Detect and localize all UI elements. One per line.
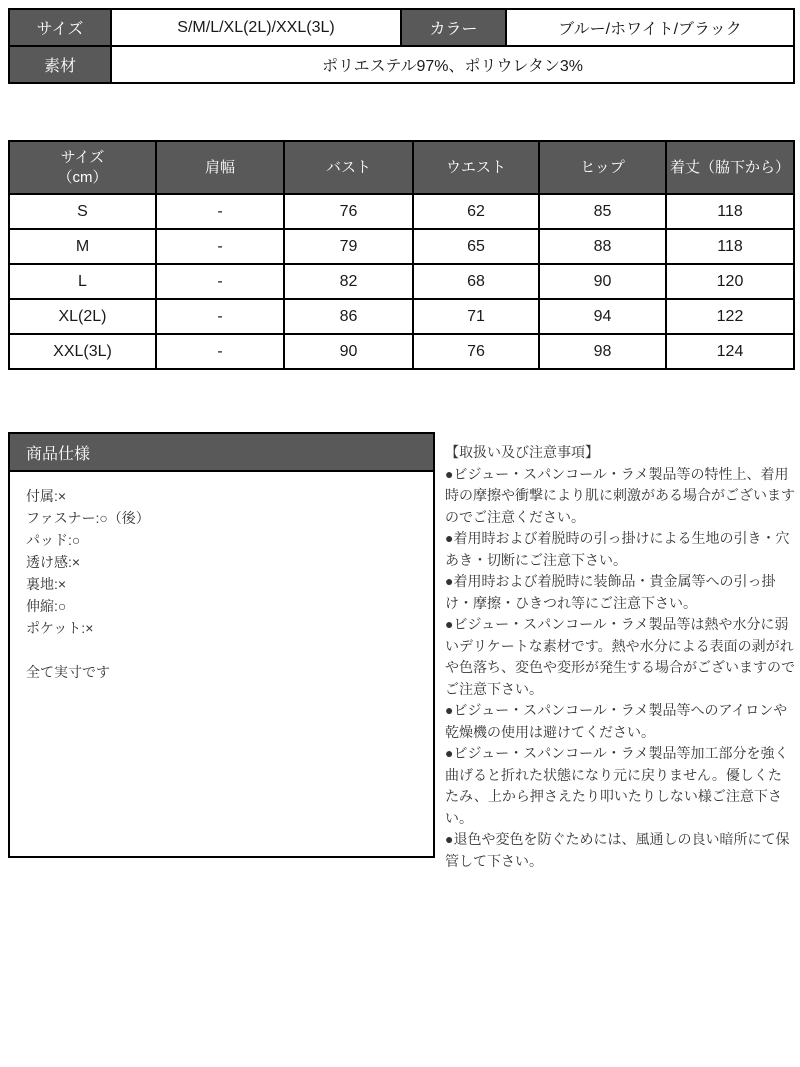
table-row: [9, 9, 794, 46]
length-cell: 124: [666, 334, 794, 369]
product-spec-box: [8, 432, 435, 858]
header-shoulder: 肩幅: [156, 141, 284, 194]
header-size-line2: （cm）: [57, 168, 108, 186]
hip-cell: 94: [539, 299, 666, 334]
material-value-cell: ポリエステル97%、ポリウレタン3%: [111, 46, 794, 83]
waist-cell: 76: [413, 334, 539, 369]
waist-cell: 71: [413, 299, 539, 334]
hip-cell: 85: [539, 194, 666, 229]
size-cell: L: [9, 264, 156, 299]
table-row: [9, 334, 794, 369]
bottom-section: [8, 432, 795, 872]
table-row: [9, 194, 794, 229]
length-cell: 118: [666, 194, 794, 229]
size-value-cell: S/M/L/XL(2L)/XXL(3L): [111, 9, 401, 46]
bust-cell: 90: [284, 334, 413, 369]
handling-note-item: ●ビジュー・スパンコール・ラメ製品等の特性上、着用時の摩擦や衝撃により肌に刺激がある場合がございますのでご注意ください。: [445, 465, 795, 525]
shoulder-cell: -: [156, 299, 284, 334]
hip-cell: 90: [539, 264, 666, 299]
size-cell: XL(2L): [9, 299, 156, 334]
bust-cell: 86: [284, 299, 413, 334]
color-label-cell: カラー: [401, 9, 506, 46]
spec-item: 付属:×: [26, 488, 67, 504]
handling-note-item: ●ビジュー・スパンコール・ラメ製品等へのアイロンや乾燥機の使用は避けてください。: [445, 702, 788, 740]
handling-note-item: ●着用時および着脱時の引っ掛けによる生地の引き・穴あき・切断にご注意下さい。: [445, 530, 790, 568]
waist-cell: 65: [413, 229, 539, 264]
size-cell: XXL(3L): [9, 334, 156, 369]
waist-cell: 62: [413, 194, 539, 229]
spec-item: ポケット:×: [26, 620, 94, 636]
measurements-table: [8, 140, 795, 370]
header-size-cm: [9, 141, 156, 194]
material-label-cell: 素材: [9, 46, 111, 83]
size-cell: S: [9, 194, 156, 229]
table-header-row: [9, 141, 794, 194]
header-size-line1: サイズ: [60, 148, 105, 166]
length-cell: 122: [666, 299, 794, 334]
length-cell: 120: [666, 264, 794, 299]
handling-notes-title: 【取扱い及び注意事項】: [445, 444, 599, 460]
bust-cell: 79: [284, 229, 413, 264]
color-value-cell: ブルー/ホワイト/ブラック: [506, 9, 794, 46]
shoulder-cell: -: [156, 264, 284, 299]
spec-item: 透け感:×: [26, 554, 81, 570]
hip-cell: 98: [539, 334, 666, 369]
length-cell: 118: [666, 229, 794, 264]
header-waist: ウエスト: [413, 141, 539, 194]
header-length: 着丈（脇下から）: [666, 141, 794, 194]
handling-note-item: ●退色や変色を防ぐためには、風通しの良い暗所にて保管して下さい。: [445, 831, 790, 869]
table-row: [9, 264, 794, 299]
header-bust: バスト: [284, 141, 413, 194]
spec-footer-note: 全て実寸です: [26, 664, 110, 680]
handling-notes: [445, 432, 795, 872]
handling-note-item: ●ビジュー・スパンコール・ラメ製品等は熱や水分に弱いデリケートな素材です。熱や水分による表面の剥がれや色落ち、変色や変形が発生する場合がございますのでご注意下さい。: [445, 616, 795, 697]
shoulder-cell: -: [156, 334, 284, 369]
spec-box-title: 商品仕様: [10, 434, 433, 472]
spec-item: パッド:○: [26, 532, 81, 548]
handling-note-item: ●ビジュー・スパンコール・ラメ製品等加工部分を強く曲げると折れた状態になり元に戻りません。優しくたたみ、上から押さえたり叩いたりしない様ご注意下さい。: [445, 745, 789, 826]
spec-item: 裏地:×: [26, 576, 67, 592]
table-row: [9, 299, 794, 334]
hip-cell: 88: [539, 229, 666, 264]
table-row: [9, 229, 794, 264]
shoulder-cell: -: [156, 229, 284, 264]
size-cell: M: [9, 229, 156, 264]
table-row: [9, 46, 794, 83]
spec-item: ファスナー:○（後）: [26, 510, 150, 526]
waist-cell: 68: [413, 264, 539, 299]
bust-cell: 82: [284, 264, 413, 299]
handling-note-item: ●着用時および着脱時に装飾品・貴金属等への引っ掛け・摩擦・ひきつれ等にご注意下さい。: [445, 573, 776, 611]
spec-item: 伸縮:○: [26, 598, 67, 614]
bust-cell: 76: [284, 194, 413, 229]
shoulder-cell: -: [156, 194, 284, 229]
size-label-cell: サイズ: [9, 9, 111, 46]
size-color-material-table: [8, 8, 795, 84]
header-hip: ヒップ: [539, 141, 666, 194]
spec-box-content: [10, 472, 433, 696]
